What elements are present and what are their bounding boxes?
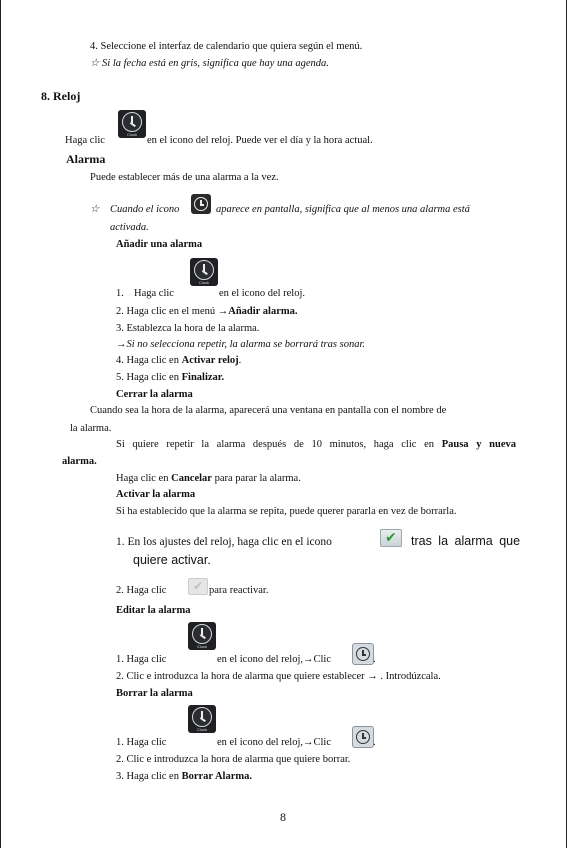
check-gray-icon[interactable]: ✔ <box>188 578 208 595</box>
cerrar-p3-text: Haga clic en <box>116 473 169 484</box>
anadir-step-4-bold: Activar reloj <box>181 355 239 366</box>
clock-icon-caption: Clock <box>198 280 209 285</box>
activar-step-2-prefix: 2. Haga clic <box>116 585 167 596</box>
cerrar-p2-text: Si quiere repetir la alarma después de 10 minutos, haga clic en <box>116 439 435 450</box>
anadir-step-1-num: 1. <box>116 288 124 299</box>
reloj-click-text: en el icono del reloj. Puede ver el día y la hora actual. <box>147 135 373 146</box>
anadir-step-5-text: 5. Haga clic en <box>116 372 179 383</box>
anadir-step-4-text: 4. Haga clic en <box>116 355 179 366</box>
alarma-note-star: ☆ <box>90 204 100 215</box>
clock-app-icon[interactable] <box>188 622 216 650</box>
alarma-intro: Puede establecer más de una alarma a la vez. <box>90 172 279 183</box>
calendar-note: ☆ Si la fecha está en gris, significa que hay una agenda. <box>90 58 329 69</box>
clock-app-icon[interactable] <box>190 258 218 286</box>
borrar-step-1-end: . <box>373 737 376 748</box>
borrar-step-1-text: en el icono del reloj,→Clic <box>217 737 332 748</box>
activar-step-1-text: 1. En los ajustes del reloj, haga clic en el icono <box>116 536 332 548</box>
activar-step-1-cont: quiere activar. <box>133 553 211 567</box>
section-heading-reloj: 8. Reloj <box>41 89 81 103</box>
borrar-step-3-text: 3. Haga clic en <box>116 771 179 782</box>
editar-step-1-prefix: 1. Haga clic <box>116 654 167 665</box>
anadir-step-2-bold: Añadir alarma. <box>228 306 298 317</box>
editar-step-1-text: en el icono del reloj,→Clic <box>217 654 332 665</box>
check-icon[interactable]: ✔ <box>380 529 402 547</box>
reloj-click-prefix: Haga clic <box>65 135 105 146</box>
anadir-step-2-text: 2. Haga clic en el menú → <box>116 306 229 317</box>
cerrar-p3-bold: Cancelar <box>171 473 212 484</box>
clock-icon-caption: Clock <box>196 727 207 732</box>
activar-step-1-post: tras la alarma que <box>411 534 521 548</box>
heading-editar: Editar la alarma <box>116 605 191 616</box>
anadir-step-5 <box>116 371 224 384</box>
heading-cerrar: Cerrar la alarma <box>116 389 193 400</box>
cerrar-p2-line1 <box>116 438 516 451</box>
anadir-step-2 <box>116 305 297 318</box>
heading-activar: Activar la alarma <box>116 489 196 500</box>
alarma-note-text: aparece en pantalla, significa que al menos una alarma está <box>216 204 470 215</box>
borrar-step-3-bold: Borrar Alarma. <box>181 771 252 782</box>
cerrar-p1-line1: Cuando sea la hora de la alarma, aparecerá una ventana en pantalla con el nombre de <box>90 405 447 416</box>
activar-step-1 <box>116 536 332 549</box>
clock-icon-caption: Clock <box>126 132 137 137</box>
anadir-step-4-end: . <box>238 355 242 366</box>
alarm-edit-icon[interactable] <box>352 643 374 665</box>
page-number: 8 <box>280 810 286 824</box>
cerrar-p3 <box>116 472 301 485</box>
heading-anadir: Añadir una alarma <box>116 239 203 250</box>
borrar-step-3 <box>116 770 252 783</box>
anadir-step-5-bold: Finalizar. <box>181 372 225 383</box>
cerrar-p1-line2: la alarma. <box>70 423 112 434</box>
cerrar-p2-bold: Pausa y nueva <box>441 439 516 450</box>
cerrar-p2-line2: alarma. <box>62 456 97 467</box>
heading-alarma: Alarma <box>66 152 106 166</box>
anadir-tip: →Si no selecciona repetir, la alarma se borrará tras sonar. <box>116 339 365 350</box>
activar-step-2-text: para reactivar. <box>209 585 269 596</box>
clock-icon-caption: Clock <box>196 644 207 649</box>
anadir-step-3: 3. Establezca la hora de la alarma. <box>116 323 260 334</box>
anadir-step-1-text: en el icono del reloj. <box>219 288 306 299</box>
alarm-active-icon <box>191 194 211 214</box>
borrar-step-2: 2. Clic e introduzca la hora de alarma que quiere borrar. <box>116 754 351 765</box>
calendar-step-4: 4. Seleccione el interfaz de calendario que quiera según el menú. <box>90 41 363 52</box>
heading-borrar: Borrar la alarma <box>116 688 193 699</box>
alarm-edit-icon[interactable] <box>352 726 374 748</box>
cerrar-p3-end: para parar la alarma. <box>214 473 301 484</box>
clock-app-icon[interactable] <box>118 110 146 138</box>
editar-step-1-end: . <box>373 654 376 665</box>
anadir-step-4 <box>116 354 241 367</box>
anadir-step-1-prefix: Haga clic <box>134 288 174 299</box>
alarma-note-cont: activada. <box>110 222 149 233</box>
editar-step-2: 2. Clic e introduzca la hora de alarma que quiere establecer → . Introdúzcala. <box>116 671 441 682</box>
alarma-note-prefix: Cuando el icono <box>110 204 180 215</box>
activar-p1: Si ha establecido que la alarma se repita, puede querer pararla en vez de borrarla. <box>116 506 457 517</box>
borrar-step-1-prefix: 1. Haga clic <box>116 737 167 748</box>
clock-app-icon[interactable] <box>188 705 216 733</box>
